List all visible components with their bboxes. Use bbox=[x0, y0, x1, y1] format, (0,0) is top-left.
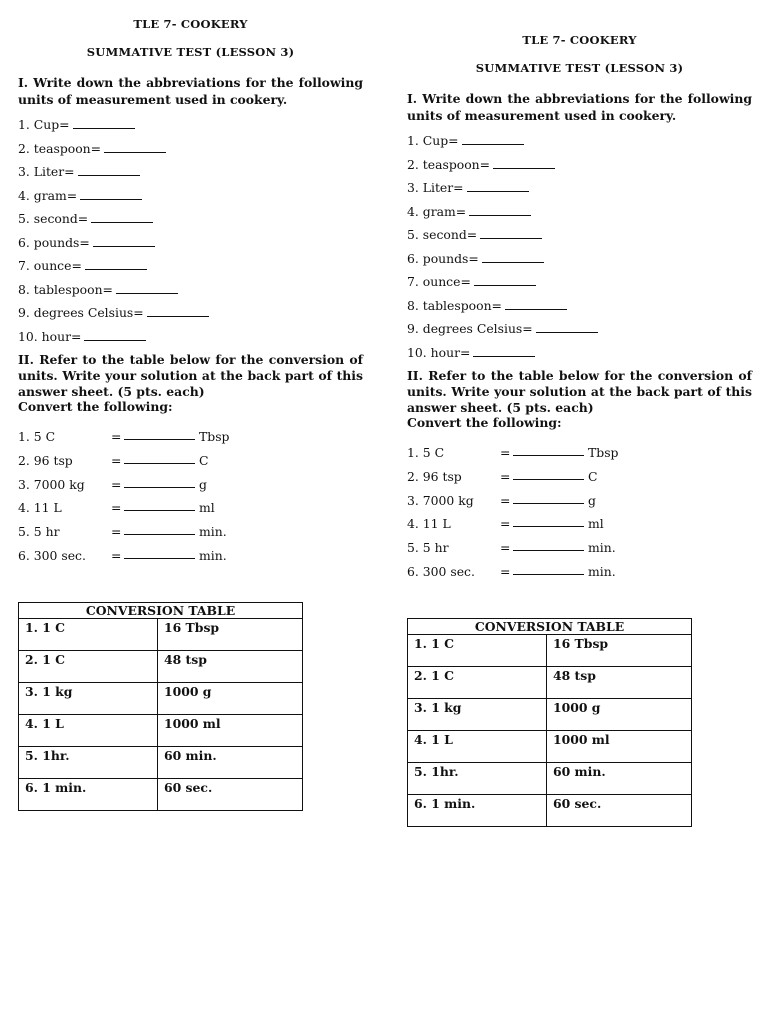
table-row bbox=[408, 795, 692, 827]
table-cell-equivalent: 48 tsp bbox=[547, 667, 692, 699]
part2-item-question: 1. 5 C bbox=[18, 429, 56, 445]
table-cell-equivalent: 60 min. bbox=[547, 763, 692, 795]
table-cell-equivalent: 1000 ml bbox=[158, 715, 303, 747]
part2-item-equals: = bbox=[500, 445, 511, 461]
part2-item bbox=[407, 516, 752, 540]
part2-item-equals: = bbox=[111, 547, 122, 563]
part1-item bbox=[407, 345, 752, 369]
part1-item-label: 4. gram= bbox=[407, 203, 467, 219]
answer-blank bbox=[469, 204, 531, 216]
part1-item-label: 5. second= bbox=[18, 211, 89, 226]
part1-item-label: 3. Liter= bbox=[18, 164, 75, 179]
part2-item-unit: g bbox=[199, 476, 207, 492]
part2-convert-label: Convert the following: bbox=[18, 399, 173, 415]
part2-item-equals: = bbox=[111, 476, 122, 492]
part1-item bbox=[18, 211, 363, 235]
part1-item bbox=[18, 258, 363, 282]
part2-item-unit: min. bbox=[199, 523, 227, 539]
part2-item-question: 5. 5 hr bbox=[18, 523, 60, 539]
conversion-table-title: CONVERSION TABLE bbox=[19, 603, 303, 619]
part1-item bbox=[18, 164, 363, 188]
part2-item-unit: g bbox=[588, 492, 596, 508]
part2-item bbox=[407, 469, 752, 493]
answer-blank bbox=[124, 463, 195, 464]
part2-item-question: 1. 5 C bbox=[407, 445, 445, 461]
conversion-table bbox=[407, 618, 692, 827]
part2-item-unit: min. bbox=[588, 563, 616, 579]
part2-item-unit: Tbsp bbox=[199, 429, 230, 445]
answer-blank bbox=[124, 487, 195, 488]
part2-item-question: 6. 300 sec. bbox=[407, 563, 475, 579]
part1-item-label: 7. ounce= bbox=[407, 274, 471, 289]
table-cell-equivalent: 60 sec. bbox=[547, 795, 692, 827]
answer-blank bbox=[91, 211, 153, 223]
table-row bbox=[408, 635, 692, 667]
part2-item-question: 4. 11 L bbox=[407, 516, 451, 532]
part1-item-label: 6. pounds= bbox=[18, 234, 90, 250]
part2-item-equals: = bbox=[500, 516, 511, 532]
table-row bbox=[408, 731, 692, 763]
table-cell-unit: 5. 1hr. bbox=[408, 763, 547, 795]
part2-item-equals: = bbox=[500, 563, 511, 579]
answer-blank bbox=[73, 117, 135, 129]
part2-item-unit: Tbsp bbox=[588, 445, 619, 461]
part1-item bbox=[407, 321, 752, 345]
conversion-table-body bbox=[408, 635, 692, 827]
part2-item bbox=[18, 453, 363, 477]
table-row bbox=[19, 683, 303, 715]
table-row bbox=[19, 715, 303, 747]
answer-blank bbox=[124, 510, 195, 511]
part2-instruction bbox=[407, 368, 752, 431]
table-cell-equivalent: 60 min. bbox=[158, 747, 303, 779]
part2-item-equals: = bbox=[111, 500, 122, 516]
part1-item-label: 10. hour= bbox=[18, 328, 82, 344]
part2-item-equals: = bbox=[500, 539, 511, 555]
part1-item-label: 4. gram= bbox=[18, 187, 78, 203]
sheet-title: TLE 7- COOKERY bbox=[522, 33, 637, 47]
part2-item-unit: min. bbox=[588, 539, 616, 555]
answer-blank bbox=[116, 282, 178, 294]
part1-item-label: 5. second= bbox=[407, 227, 478, 242]
table-cell-unit: 2. 1 C bbox=[408, 667, 547, 699]
part1-item bbox=[18, 282, 363, 306]
table-cell-equivalent: 48 tsp bbox=[158, 651, 303, 683]
part2-instruction bbox=[18, 352, 363, 415]
part1-item-label: 9. degrees Celsius= bbox=[407, 321, 533, 336]
part2-item-equals: = bbox=[500, 468, 511, 484]
part1-item bbox=[18, 141, 363, 165]
part2-item-equals: = bbox=[111, 523, 122, 539]
part2-item-question: 4. 11 L bbox=[18, 500, 62, 516]
table-cell-unit: 4. 1 L bbox=[19, 715, 158, 747]
part1-item bbox=[407, 298, 752, 322]
part1-item bbox=[18, 235, 363, 259]
part1-item bbox=[407, 157, 752, 181]
answer-blank bbox=[513, 526, 584, 527]
answer-blank bbox=[536, 321, 598, 333]
part1-item-label: 8. tablespoon= bbox=[407, 297, 502, 313]
part2-item-equals: = bbox=[500, 492, 511, 508]
part2-item-unit: min. bbox=[199, 547, 227, 563]
part1-item bbox=[407, 251, 752, 275]
part2-item bbox=[18, 548, 363, 572]
conversion-table bbox=[18, 602, 303, 811]
part1-item bbox=[407, 133, 752, 157]
part2-list bbox=[18, 429, 363, 571]
table-cell-unit: 6. 1 min. bbox=[19, 779, 158, 811]
part2-list bbox=[407, 445, 752, 587]
table-cell-unit: 3. 1 kg bbox=[19, 683, 158, 715]
table-cell-unit: 6. 1 min. bbox=[408, 795, 547, 827]
answer-blank bbox=[513, 550, 584, 551]
part2-item-question: 3. 7000 kg bbox=[407, 492, 474, 508]
answer-blank bbox=[467, 180, 529, 192]
worksheet-copy-right bbox=[407, 16, 752, 827]
table-cell-equivalent: 1000 g bbox=[158, 683, 303, 715]
table-row bbox=[19, 779, 303, 811]
part2-item bbox=[407, 445, 752, 469]
answer-blank bbox=[124, 534, 195, 535]
table-cell-unit: 3. 1 kg bbox=[408, 699, 547, 731]
answer-blank bbox=[462, 133, 524, 145]
part1-item bbox=[18, 305, 363, 329]
part1-item bbox=[407, 227, 752, 251]
part2-item bbox=[407, 564, 752, 588]
part2-item bbox=[407, 493, 752, 517]
part2-item bbox=[18, 429, 363, 453]
part2-item bbox=[18, 477, 363, 501]
sheet-title: TLE 7- COOKERY bbox=[133, 17, 248, 31]
answer-blank bbox=[124, 439, 195, 440]
table-cell-unit: 5. 1hr. bbox=[19, 747, 158, 779]
part2-item bbox=[18, 524, 363, 548]
part2-instruction-text: II. Refer to the table below for the conversion of units. Write your solution at the back part of this answer sheet. (5 pts. each) bbox=[18, 352, 363, 399]
part1-instruction: I. Write down the abbreviations for the following units of measurement used in cookery. bbox=[407, 91, 752, 123]
answer-blank bbox=[482, 251, 544, 263]
part1-item-label: 1. Cup= bbox=[18, 117, 70, 132]
part2-item-question: 2. 96 tsp bbox=[407, 468, 462, 484]
part1-item-label: 3. Liter= bbox=[407, 180, 464, 195]
part1-item-label: 10. hour= bbox=[407, 344, 471, 360]
part2-convert-label: Convert the following: bbox=[407, 415, 562, 431]
part1-instruction: I. Write down the abbreviations for the following units of measurement used in cookery. bbox=[18, 75, 363, 107]
answer-blank bbox=[124, 558, 195, 559]
answer-blank bbox=[513, 455, 584, 456]
table-cell-unit: 1. 1 C bbox=[408, 635, 547, 667]
answer-blank bbox=[513, 503, 584, 504]
part2-item-unit: C bbox=[588, 468, 598, 484]
part2-item-question: 5. 5 hr bbox=[407, 539, 449, 555]
part2-item-unit: ml bbox=[588, 516, 604, 532]
answer-blank bbox=[474, 274, 536, 286]
part2-item-unit: C bbox=[199, 452, 209, 468]
table-row bbox=[19, 619, 303, 651]
sheet-subtitle: SUMMATIVE TEST (LESSON 3) bbox=[475, 61, 684, 75]
answer-blank bbox=[85, 258, 147, 270]
part1-item-label: 2. teaspoon= bbox=[18, 140, 102, 156]
part2-instruction-text: II. Refer to the table below for the conversion of units. Write your solution at the back part of this answer sheet. (5 pts. each) bbox=[407, 368, 752, 415]
table-cell-equivalent: 1000 ml bbox=[547, 731, 692, 763]
table-cell-equivalent: 60 sec. bbox=[158, 779, 303, 811]
answer-blank bbox=[513, 479, 584, 480]
answer-blank bbox=[93, 235, 155, 247]
part2-item bbox=[407, 540, 752, 564]
table-cell-unit: 2. 1 C bbox=[19, 651, 158, 683]
answer-blank bbox=[84, 329, 146, 341]
part1-item-label: 9. degrees Celsius= bbox=[18, 305, 144, 320]
part1-item bbox=[407, 204, 752, 228]
part1-item-label: 8. tablespoon= bbox=[18, 281, 113, 297]
part1-item bbox=[407, 180, 752, 204]
part2-item-equals: = bbox=[111, 452, 122, 468]
conversion-table-title: CONVERSION TABLE bbox=[408, 619, 692, 635]
worksheet-copy-left bbox=[18, 0, 363, 811]
part1-item-label: 1. Cup= bbox=[407, 133, 459, 148]
table-cell-unit: 4. 1 L bbox=[408, 731, 547, 763]
part2-item-question: 6. 300 sec. bbox=[18, 547, 86, 563]
answer-blank bbox=[513, 574, 584, 575]
part1-item-label: 6. pounds= bbox=[407, 250, 479, 266]
answer-blank bbox=[147, 305, 209, 317]
answer-blank bbox=[473, 345, 535, 357]
part1-item bbox=[407, 274, 752, 298]
part1-list bbox=[18, 117, 363, 352]
part2-item-equals: = bbox=[111, 429, 122, 445]
part1-item bbox=[18, 329, 363, 353]
part1-item-label: 2. teaspoon= bbox=[407, 156, 491, 172]
part1-item bbox=[18, 188, 363, 212]
answer-blank bbox=[493, 157, 555, 169]
table-cell-unit: 1. 1 C bbox=[19, 619, 158, 651]
table-cell-equivalent: 16 Tbsp bbox=[158, 619, 303, 651]
answer-blank bbox=[480, 227, 542, 239]
table-row bbox=[19, 747, 303, 779]
part1-item bbox=[18, 117, 363, 141]
table-row bbox=[408, 699, 692, 731]
table-row bbox=[19, 651, 303, 683]
part1-item-label: 7. ounce= bbox=[18, 258, 82, 273]
conversion-table-body bbox=[19, 619, 303, 811]
part2-item-unit: ml bbox=[199, 500, 215, 516]
table-row bbox=[408, 763, 692, 795]
part2-item-question: 2. 96 tsp bbox=[18, 452, 73, 468]
answer-blank bbox=[80, 188, 142, 200]
table-cell-equivalent: 16 Tbsp bbox=[547, 635, 692, 667]
table-cell-equivalent: 1000 g bbox=[547, 699, 692, 731]
sheet-subtitle: SUMMATIVE TEST (LESSON 3) bbox=[86, 45, 295, 59]
answer-blank bbox=[505, 298, 567, 310]
answer-blank bbox=[78, 164, 140, 176]
table-row bbox=[408, 667, 692, 699]
part2-item bbox=[18, 500, 363, 524]
answer-blank bbox=[104, 141, 166, 153]
part2-item-question: 3. 7000 kg bbox=[18, 476, 85, 492]
part1-list bbox=[407, 133, 752, 368]
